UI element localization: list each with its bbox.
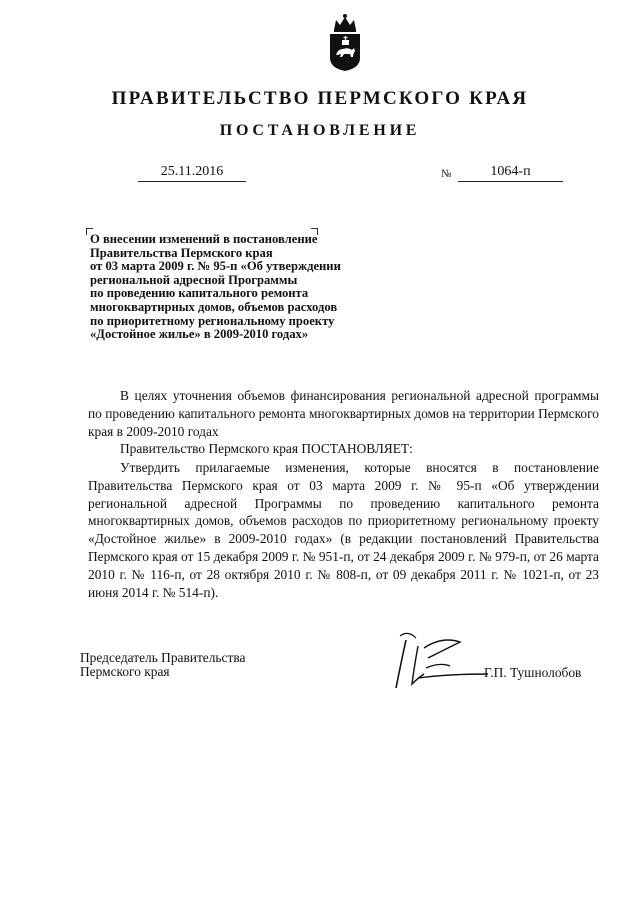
handwritten-signature-icon — [388, 628, 493, 698]
body-paragraph-purpose: В целях уточнения объемов финансирования региональной адресной программы по проведению капитального ремонта многоквартирных домов на территории Пермского края в 2009-2010 годах — [88, 388, 599, 439]
subject-line: Правительства Пермского края — [90, 245, 273, 260]
document-number: 1064-п — [490, 164, 531, 179]
body-paragraph-resolves: Правительство Пермского края ПОСТАНОВЛЯЕТ: — [120, 441, 413, 456]
signatory-title-line: Председатель Правительства — [80, 650, 246, 665]
subject-line: региональной адресной Программы — [90, 272, 298, 287]
body-paragraph-approve: Утвердить прилагаемые изменения, которые вносятся в постановление Правительства Пермского края от 03 марта 2009 г. № 95-п «Об утверждении региональной адресной Программы по проведению капитального ремонта многоквартирных домов, объемов расходов по приоритетному региональному проекту «Достойное жилье» в 2009-2010 годах» (в редакции постановлений Правительства Пермского края от 15 декабря 2009 г. № 951-п, от 24 декабря 2009 г. № 979-п, от 26 марта 2010 г. № 116-п, от 28 октября 2010 г. № 808-п, от 09 декабря 2011 г. № 1021-п, от 23 июня 2014 г. № 514-п). — [88, 460, 599, 600]
subject-line: О внесении изменений в постановление — [90, 232, 318, 246]
signatory-title-line: Пермского края — [80, 664, 170, 679]
subject-line: по проведению капитального ремонта — [90, 286, 309, 301]
government-title: ПРАВИТЕЛЬСТВО ПЕРМСКОГО КРАЯ — [111, 88, 529, 109]
signatory-name: Г.П. Тушнолобов — [484, 665, 582, 680]
number-underline — [458, 181, 563, 182]
document-subject — [90, 233, 341, 342]
number-sign: № — [441, 168, 452, 180]
subject-line: «Достойное жилье» в 2009-2010 годах» — [90, 327, 309, 342]
subject-line: от 03 марта 2009 г. № 95-п «Об утверждении — [90, 259, 341, 274]
document-type: ПОСТАНОВЛЕНИЕ — [219, 122, 421, 139]
signatory-title — [80, 651, 245, 679]
subject-line: по приоритетному региональному проекту — [90, 313, 335, 328]
document-date: 25.11.2016 — [160, 164, 224, 179]
subject-line: многоквартирных домов, объемов расходов — [90, 299, 338, 314]
date-underline — [138, 181, 246, 182]
coat-of-arms-icon — [326, 12, 364, 72]
